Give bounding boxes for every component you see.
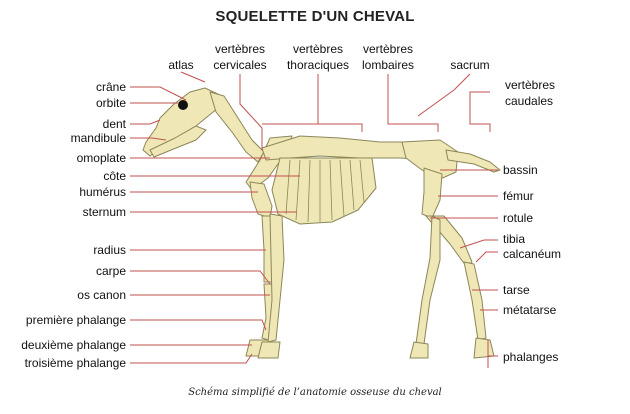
label-vertebres-cervicales-1: vertèbres <box>214 42 266 56</box>
label-crane: crâne <box>95 80 126 94</box>
label-femur: fémur <box>503 189 534 203</box>
label-phalanges: phalanges <box>503 350 559 364</box>
label-mandibule: mandibule <box>70 131 126 145</box>
label-calcaneum: calcanéum <box>503 247 562 261</box>
label-vertebres-caudales-2: caudales <box>505 94 554 108</box>
label-cote: côte <box>103 169 126 183</box>
label-metatarse: métatarse <box>503 303 557 317</box>
label-sacrum: sacrum <box>450 58 490 72</box>
label-vertebres-caudales-1: vertèbres <box>505 78 556 92</box>
label-troisieme-phalange: troisième phalange <box>24 356 126 370</box>
label-vertebres-cervicales-2: cervicales <box>213 58 267 72</box>
label-premiere-phalange: première phalange <box>25 313 126 327</box>
label-deuxieme-phalange: deuxième phalange <box>21 338 126 352</box>
orbit-eye <box>178 100 188 110</box>
label-humerus: humérus <box>79 185 126 199</box>
label-vertebres-lombaires-2: lombaires <box>361 58 415 72</box>
label-dent: dent <box>102 117 126 131</box>
label-os-canon: os canon <box>77 288 126 302</box>
diagram-title: SQUELETTE D'UN CHEVAL <box>215 8 415 25</box>
label-bassin: bassin <box>503 163 538 177</box>
label-sternum: sternum <box>82 205 126 219</box>
figure-caption: Schéma simplifié de l’anatomie osseuse du cheval <box>188 387 442 398</box>
label-omoplate: omoplate <box>76 151 126 165</box>
label-vertebres-lombaires-1: vertèbres <box>362 42 414 56</box>
label-carpe: carpe <box>95 264 126 278</box>
humerus <box>250 182 272 218</box>
hind-leg-back <box>416 216 440 344</box>
label-vertebres-thoraciques-2: thoraciques <box>286 58 350 72</box>
hind-hoof <box>474 338 494 358</box>
neck-vertebrae <box>210 92 264 162</box>
label-atlas: atlas <box>168 58 194 72</box>
label-rotule: rotule <box>503 211 534 225</box>
hind-cannon <box>464 262 486 340</box>
front-hoof-back <box>258 342 280 358</box>
hind-hoof-back <box>410 342 428 358</box>
label-vertebres-thoraciques-1: vertèbres <box>292 42 344 56</box>
label-radius: radius <box>93 243 126 257</box>
femur <box>422 168 442 218</box>
label-tibia: tibia <box>503 232 526 246</box>
label-orbite: orbite <box>95 96 126 110</box>
label-tarse: tarse <box>503 283 530 297</box>
